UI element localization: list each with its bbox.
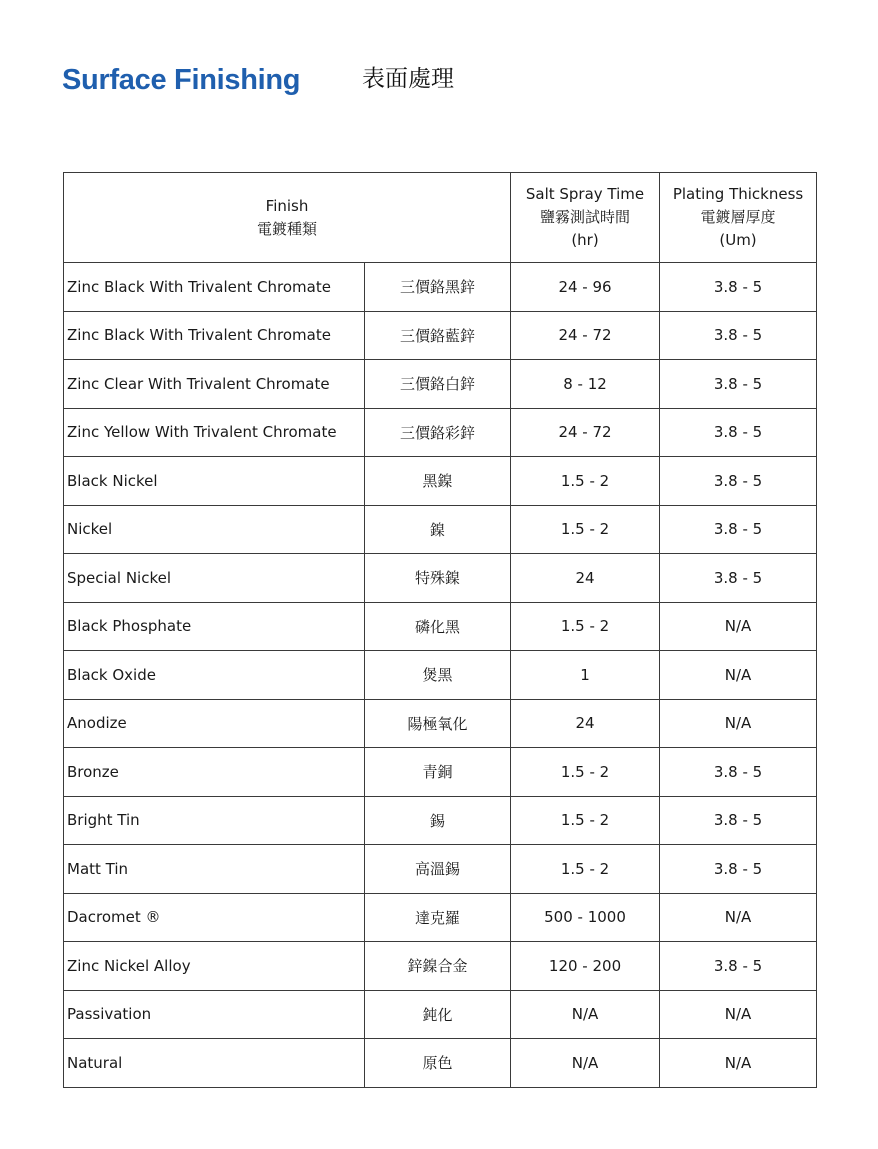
page-title-zh: 表面處理 <box>362 66 454 92</box>
finish-en-cell: Zinc Nickel Alloy <box>64 942 365 991</box>
finish-en-cell: Nickel <box>64 505 365 554</box>
salt-spray-cell: 1.5 - 2 <box>511 796 660 845</box>
finish-zh-cell: 青銅 <box>365 748 511 797</box>
finish-en-cell: Black Phosphate <box>64 602 365 651</box>
table-row <box>64 1039 817 1088</box>
table-row <box>64 408 817 457</box>
salt-spray-cell: 24 - 72 <box>511 408 660 457</box>
header-finish-zh: 電鍍種類 <box>257 219 318 238</box>
finish-zh-cell: 達克羅 <box>365 893 511 942</box>
salt-spray-cell: 500 - 1000 <box>511 893 660 942</box>
plating-thickness-cell: 3.8 - 5 <box>660 748 817 797</box>
finish-zh-cell: 磷化黑 <box>365 602 511 651</box>
salt-spray-cell: 1.5 - 2 <box>511 748 660 797</box>
finish-en-cell: Black Oxide <box>64 651 365 700</box>
plating-thickness-cell: N/A <box>660 1039 817 1088</box>
salt-spray-cell: 1 <box>511 651 660 700</box>
header-thick-en: Plating Thickness <box>672 185 804 203</box>
finish-zh-cell: 三價鉻彩鋅 <box>365 408 511 457</box>
table-row <box>64 263 817 312</box>
table-row <box>64 699 817 748</box>
table-row <box>64 311 817 360</box>
plating-thickness-cell: 3.8 - 5 <box>660 796 817 845</box>
finish-zh-cell: 陽極氧化 <box>365 699 511 748</box>
finish-en-cell: Passivation <box>64 990 365 1039</box>
salt-spray-cell: 1.5 - 2 <box>511 602 660 651</box>
table-row <box>64 893 817 942</box>
plating-thickness-cell: 3.8 - 5 <box>660 505 817 554</box>
plating-thickness-cell: N/A <box>660 990 817 1039</box>
finish-zh-cell: 鋅鎳合金 <box>365 942 511 991</box>
page-title-en: Surface Finishing <box>62 64 301 96</box>
salt-spray-cell: 8 - 12 <box>511 360 660 409</box>
table-row <box>64 942 817 991</box>
finish-en-cell: Bronze <box>64 748 365 797</box>
finish-en-cell: Dacromet ® <box>64 893 365 942</box>
plating-thickness-cell: N/A <box>660 602 817 651</box>
salt-spray-cell: 24 - 72 <box>511 311 660 360</box>
finish-zh-cell: 三價鉻白鋅 <box>365 360 511 409</box>
salt-spray-cell: 24 - 96 <box>511 263 660 312</box>
finish-zh-cell: 錫 <box>365 796 511 845</box>
salt-spray-cell: 24 <box>511 699 660 748</box>
header-thick-unit: (Um) <box>719 231 757 249</box>
finish-zh-cell: 三價鉻黑鋅 <box>365 263 511 312</box>
plating-thickness-cell: N/A <box>660 699 817 748</box>
salt-spray-cell: 1.5 - 2 <box>511 505 660 554</box>
finish-en-cell: Natural <box>64 1039 365 1088</box>
header-finish-en: Finish <box>265 196 309 215</box>
salt-spray-cell: 1.5 - 2 <box>511 457 660 506</box>
finish-zh-cell: 鎳 <box>365 505 511 554</box>
header-finish <box>64 173 511 263</box>
salt-spray-cell: 1.5 - 2 <box>511 845 660 894</box>
salt-spray-cell: 120 - 200 <box>511 942 660 991</box>
salt-spray-cell: 24 <box>511 554 660 603</box>
finish-en-cell: Zinc Yellow With Trivalent Chromate <box>64 408 365 457</box>
finish-en-cell: Matt Tin <box>64 845 365 894</box>
table-row <box>64 651 817 700</box>
table-row <box>64 602 817 651</box>
finish-zh-cell: 原色 <box>365 1039 511 1088</box>
salt-spray-cell: N/A <box>511 1039 660 1088</box>
table-row <box>64 360 817 409</box>
header-salt-unit: (hr) <box>571 231 599 249</box>
finish-zh-cell: 煲黑 <box>365 651 511 700</box>
finish-en-cell: Zinc Clear With Trivalent Chromate <box>64 360 365 409</box>
plating-thickness-cell: 3.8 - 5 <box>660 845 817 894</box>
plating-thickness-cell: 3.8 - 5 <box>660 942 817 991</box>
plating-thickness-cell: 3.8 - 5 <box>660 311 817 360</box>
table-row <box>64 990 817 1039</box>
surface-finishing-table <box>63 172 817 1088</box>
header-salt-zh: 鹽霧測試時間 <box>540 208 631 226</box>
finish-en-cell: Bright Tin <box>64 796 365 845</box>
header-salt-spray <box>511 173 660 263</box>
finish-en-cell: Anodize <box>64 699 365 748</box>
header-plating-thickness <box>660 173 817 263</box>
plating-thickness-cell: 3.8 - 5 <box>660 408 817 457</box>
finish-zh-cell: 黑鎳 <box>365 457 511 506</box>
table-row <box>64 554 817 603</box>
plating-thickness-cell: 3.8 - 5 <box>660 457 817 506</box>
header-thick-zh: 電鍍層厚度 <box>700 208 776 226</box>
header-salt-en: Salt Spray Time <box>525 185 645 203</box>
table-row <box>64 845 817 894</box>
finish-zh-cell: 高溫錫 <box>365 845 511 894</box>
plating-thickness-cell: 3.8 - 5 <box>660 554 817 603</box>
salt-spray-cell: N/A <box>511 990 660 1039</box>
finish-zh-cell: 鈍化 <box>365 990 511 1039</box>
plating-thickness-cell: N/A <box>660 651 817 700</box>
plating-thickness-cell: 3.8 - 5 <box>660 360 817 409</box>
finish-en-cell: Zinc Black With Trivalent Chromate <box>64 311 365 360</box>
finish-zh-cell: 特殊鎳 <box>365 554 511 603</box>
plating-thickness-cell: 3.8 - 5 <box>660 263 817 312</box>
finish-zh-cell: 三價鉻藍鋅 <box>365 311 511 360</box>
table-header-row <box>64 173 817 263</box>
table-row <box>64 748 817 797</box>
table-row <box>64 796 817 845</box>
finish-en-cell: Zinc Black With Trivalent Chromate <box>64 263 365 312</box>
finish-en-cell: Black Nickel <box>64 457 365 506</box>
table-row <box>64 457 817 506</box>
table-row <box>64 505 817 554</box>
plating-thickness-cell: N/A <box>660 893 817 942</box>
finish-en-cell: Special Nickel <box>64 554 365 603</box>
